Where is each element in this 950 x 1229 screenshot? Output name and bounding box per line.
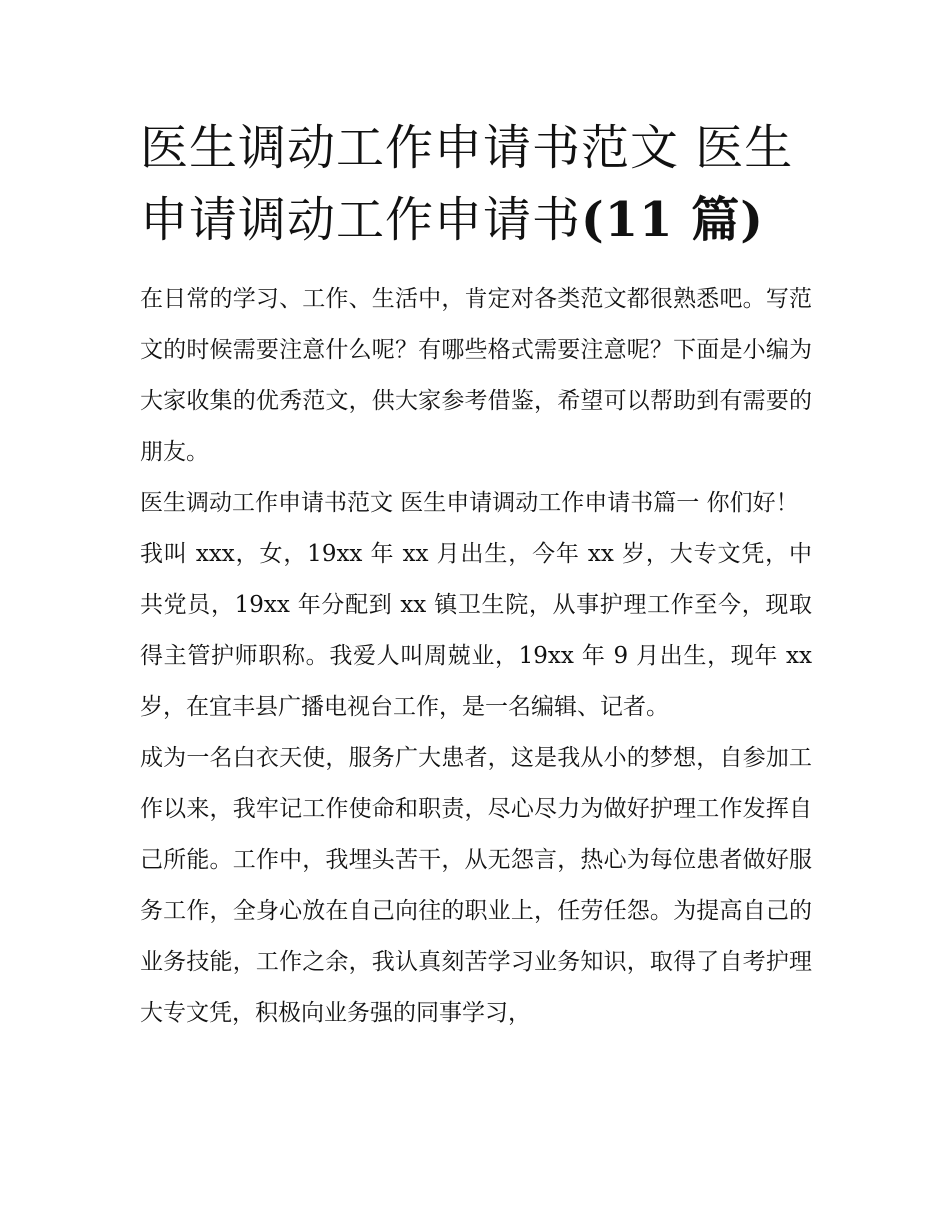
section-heading-paragraph: 医生调动工作申请书范文 医生申请调动工作申请书篇一 你们好！ [140,490,799,516]
title-text: 医生调动工作申请书范文 医生申请调动工作申请书 [140,120,794,248]
document-body [140,112,812,1039]
intro-paragraph: 在日常的学习、工作、生活中，肯定对各类范文都很熟悉吧。写范文的时候需要注意什么呢？有哪些格式需要注意呢？下面是小编为大家收集的优秀范文，供大家参考借鉴，希望可以帮助到有需要的朋友。 [140,286,812,465]
document-title [140,112,812,256]
title-spacer [140,256,812,274]
work-history-paragraph: 成为一名白衣天使，服务广大患者，这是我从小的梦想，自参加工作以来，我牢记工作使命和职责，尽心尽力为做好护理工作发挥自己所能。工作中，我埋头苦干，从无怨言，热心为每位患者做好服务工作，全身心放在自己向往的职业上，任劳任怨。为提高自己的业务技能，工作之余，我认真刻苦学习业务知识，取得了自考护理大专文凭，积极向业务强的同事学习， [140,745,812,1026]
title-count: (11 篇) [581,192,764,248]
self-introduction-paragraph: 我叫 xxx，女，19xx 年 xx 月出生，今年 xx 岁，大专文凭，中共党员，19xx 年分配到 xx 镇卫生院，从事护理工作至今，现取得主管护师职称。我爱人叫周兢业，19xx 年 9 月出生，现年 xx 岁，在宜丰县广播电视台工作，是一名编辑、记者。 [140,541,812,720]
